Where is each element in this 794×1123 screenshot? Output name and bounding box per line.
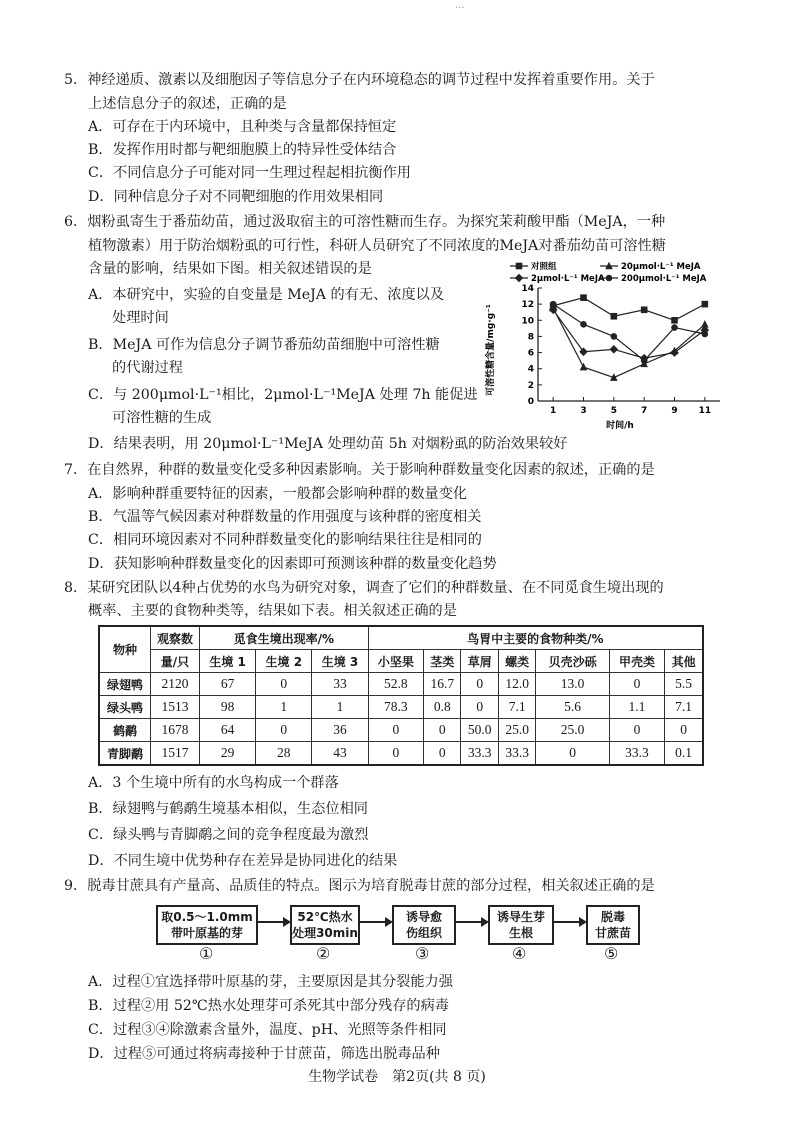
table-cell: 78.3 (368, 696, 423, 719)
row-spotted-redshank (99, 719, 703, 742)
point-square (516, 263, 523, 270)
point-square (671, 317, 678, 324)
header-dots: ... (455, 0, 465, 11)
header-count-unit: 量/只 (151, 650, 200, 673)
point-square (641, 306, 648, 313)
table-cell: 0 (609, 719, 664, 742)
table-cell: 13.0 (536, 673, 609, 696)
arrow-2 (358, 921, 386, 923)
table-cell: 0 (368, 719, 423, 742)
table-cell: 0 (665, 719, 703, 742)
q5-option-d: D．同种信息分子对不同靶细胞的作用效果相同 (88, 189, 384, 205)
q8-option-b: B．绿翅鸭与鹤鹬生境基本相似，生态位相同 (88, 801, 368, 817)
table-cell: 67 (200, 673, 256, 696)
table-cell: 0 (461, 673, 498, 696)
table-cell: 29 (200, 742, 256, 766)
step-1-box (156, 905, 258, 945)
chart-series (549, 294, 709, 381)
arrow-4 (552, 921, 580, 923)
q6-option-a-cont: 处理时间 (112, 310, 169, 326)
legend-label: 20μmol·L⁻¹ MeJA (621, 262, 701, 272)
header-habitat-1: 生境 1 (200, 650, 256, 673)
q8-option-c: C．绿头鸭与青脚鹬之间的竞争程度最为激烈 (88, 827, 369, 843)
q7-option-c: C．相同环境因素对不同种群数量变化的影响结果往往是相同的 (88, 532, 482, 548)
header-food-other: 其他 (665, 650, 703, 673)
table-cell: 1678 (151, 719, 200, 742)
header-food-snails: 螺类 (498, 650, 535, 673)
step-4-line-1: 诱导生芽 (496, 910, 545, 924)
y-tick-label: 6 (527, 348, 534, 359)
q9-stem: 9．脱毒甘蔗具有产量高、品质佳的特点。图示为培育脱毒甘蔗的部分过程，相关叙述正确的是 (64, 878, 655, 894)
q9-option-a: A．过程①宜选择带叶原基的芽，主要原因是其分裂能力强 (88, 974, 453, 990)
point-circle (611, 333, 618, 340)
point-square (611, 313, 618, 320)
x-tick-label: 9 (671, 406, 678, 416)
q7-option-d: D．获知影响种群数量变化的因素即可预测该种群的数量变化趋势 (88, 556, 497, 572)
header-food-nuts: 小坚果 (368, 650, 423, 673)
table-cell: 33.3 (461, 742, 498, 766)
table-cell: 0 (256, 673, 312, 696)
table-cell: 43 (312, 742, 368, 766)
point-triangle (580, 363, 588, 371)
series-line (553, 298, 705, 321)
q6-option-a: A．本研究中，实验的自变量是 MeJA 的有无、浓度以及 (88, 287, 445, 303)
step-1-line-1: 取0.5～1.0mm (161, 910, 253, 924)
table-cell: 1 (256, 696, 312, 719)
legend-label: 对照组 (531, 262, 557, 272)
q9-option-d: D．过程⑤可通过将病毒接种于甘蔗苗，筛选出脱毒品种 (88, 1046, 440, 1062)
table-cell: 1.1 (609, 696, 664, 719)
table-cell: 7.1 (498, 696, 535, 719)
q5-option-b: B．发挥作用时都与靶细胞膜上的特异性受体结合 (88, 142, 397, 158)
table-cell: 50.0 (461, 719, 498, 742)
table-cell: 0 (424, 742, 461, 766)
table-cell: 25.0 (498, 719, 535, 742)
point-circle (550, 301, 557, 308)
table-cell: 7.1 (665, 696, 703, 719)
table-cell: 0 (368, 742, 423, 766)
point-circle (580, 321, 587, 328)
series-line (553, 310, 705, 358)
table-cell: 5.5 (665, 673, 703, 696)
q6-option-c: C．与 200μmol·L⁻¹相比，2μmol·L⁻¹MeJA 处理 7h 能促进 (88, 387, 478, 403)
table-cell: 0 (609, 673, 664, 696)
point-circle (606, 275, 613, 282)
step-4-box (488, 905, 554, 945)
species-name-cell: 青脚鹬 (99, 742, 151, 766)
step-5-line-2: 甘蔗苗 (594, 926, 631, 940)
table-cell: 0.8 (424, 696, 461, 719)
table-cell: 33.3 (609, 742, 664, 766)
page-footer: 生物学试卷 第2页(共 8 页) (308, 1069, 486, 1085)
table-cell: 98 (200, 696, 256, 719)
chart-legend (510, 261, 707, 284)
q5-option-c: C．不同信息分子可能对同一生理过程起相抗衡作用 (88, 165, 411, 181)
header-species: 物种 (99, 626, 151, 673)
header-food: 鸟胃中主要的食物种类/% (368, 626, 703, 650)
table-cell: 2120 (151, 673, 200, 696)
point-diamond (579, 347, 588, 356)
y-tick-label: 2 (527, 380, 534, 391)
species-name-cell: 鹤鹬 (99, 719, 151, 742)
step-5-box (586, 905, 640, 945)
q8-option-d: D．不同生境中优势种存在差异是协同进化的结果 (88, 853, 398, 869)
table-cell: 0 (536, 742, 609, 766)
point-square (702, 301, 709, 308)
q6-stem-cont: 植物激素）用于防治烟粉虱的可行性，科研人员研究了不同浓度的MeJA对番茄幼苗可溶性糖 (88, 238, 666, 254)
q6-option-b-cont: 的代谢过程 (112, 360, 183, 376)
step-5-line-1: 脱毒 (600, 910, 625, 924)
species-name-cell: 绿翅鸭 (99, 673, 151, 696)
table-cell: 0.1 (665, 742, 703, 766)
point-square (580, 294, 587, 301)
table-cell: 25.0 (536, 719, 609, 742)
q9-option-b: B．过程②用 52℃热水处理芽可杀死其中部分残存的病毒 (88, 998, 449, 1014)
header-food-shell-gravel: 贝壳沙砾 (536, 650, 609, 673)
q8-option-a: A．3 个生境中所有的水鸟构成一个群落 (88, 775, 339, 791)
step-1-line-2: 带叶原基的芽 (170, 926, 243, 940)
point-diamond (670, 348, 679, 357)
table-cell: 12.0 (498, 673, 535, 696)
y-tick-label: 0 (527, 397, 534, 407)
q5-option-a: A．可存在于内环境中，且种类与含量都保持恒定 (88, 119, 397, 135)
x-tick-label: 7 (641, 406, 648, 416)
x-tick-label: 11 (698, 406, 712, 416)
table-cell: 36 (312, 719, 368, 742)
step-2-number: ② (316, 944, 331, 963)
header-food-crustaceans: 甲壳类 (609, 650, 664, 673)
step-3-line-1: 诱导愈 (405, 910, 442, 924)
bird-survey-table (98, 625, 704, 766)
y-tick-label: 4 (527, 364, 534, 375)
row-green-winged-teal (99, 673, 703, 696)
step-1-number: ① (199, 944, 214, 963)
series-square (550, 294, 708, 323)
table-cell: 33.3 (498, 742, 535, 766)
table-cell: 16.7 (424, 673, 461, 696)
step-2-line-1: 52℃热水 (297, 910, 353, 924)
q6-option-b: B．MeJA 可作为信息分子调节番茄幼苗细胞中可溶性糖 (88, 337, 440, 353)
header-habitat-2: 生境 2 (256, 650, 312, 673)
header-habitat-3: 生境 3 (312, 650, 368, 673)
table-cell: 0 (256, 719, 312, 742)
x-axis-label: 时间/h (606, 421, 634, 431)
y-tick-label: 12 (521, 300, 534, 311)
table-cell: 33 (312, 673, 368, 696)
point-circle (702, 331, 709, 338)
table-cell: 0 (424, 719, 461, 742)
q5-stem-cont: 上述信息分子的叙述，正确的是 (88, 96, 287, 112)
step-3-line-2: 伤组织 (405, 926, 442, 940)
step-2-box (290, 905, 360, 945)
step-4-line-2: 生根 (508, 926, 533, 940)
header-count: 观察数 (151, 626, 200, 650)
step-5-number: ⑤ (604, 944, 619, 963)
legend-label: 2μmol·L⁻¹ MeJA (531, 274, 605, 284)
y-axis-label: 可溶性糖含量/mg·g⁻¹ (486, 304, 496, 396)
table-cell: 0 (461, 696, 498, 719)
table-cell: 1517 (151, 742, 200, 766)
table-cell: 28 (256, 742, 312, 766)
q9-option-c: C．过程③④除激素含量外，温度、pH、光照等条件相同 (88, 1022, 447, 1038)
q8-stem: 8．某研究团队以4种占优势的水鸟为研究对象，调查了它们的种群数量、在不同觅食生境出现的 (64, 580, 664, 596)
q7-option-b: B．气温等气候因素对种群数量的作用强度与该种群的密度相关 (88, 509, 482, 525)
table-cell: 64 (200, 719, 256, 742)
point-diamond (610, 345, 619, 354)
legend-label: 200μmol·L⁻¹ MeJA (621, 274, 707, 284)
point-circle (641, 357, 648, 364)
q6-stem: 6．烟粉虱寄生于番茄幼苗，通过汲取宿主的可溶性糖而生存。为探究茉莉酸甲酯（MeJA，一种 (64, 214, 666, 230)
x-tick-label: 3 (580, 406, 587, 416)
y-tick-label: 14 (521, 284, 534, 294)
table-cell: 1 (312, 696, 368, 719)
row-greenshank (99, 742, 703, 766)
header-habitat: 觅食生境出现率/% (200, 626, 369, 650)
q6-option-d: D．结果表明，用 20μmol·L⁻¹MeJA 处理幼苗 5h 对烟粉虱的防治效果较好 (88, 436, 568, 452)
x-tick-label: 1 (550, 406, 557, 416)
q6-option-c-cont: 可溶性糖的生成 (112, 410, 212, 426)
series-circle (550, 301, 708, 364)
x-tick-label: 5 (610, 406, 617, 416)
step-3-number: ③ (415, 944, 430, 963)
q7-stem: 7．在自然界，种群的数量变化受多种因素影响。关于影响种群数量变化因素的叙述，正确的是 (64, 462, 655, 478)
table-cell: 5.6 (536, 696, 609, 719)
q6-stem-cont2: 含量的影响，结果如下图。相关叙述错误的是 (88, 261, 372, 277)
row-mallard (99, 696, 703, 719)
arrow-3 (454, 921, 482, 923)
step-4-number: ④ (512, 944, 527, 963)
table-cell: 1513 (151, 696, 200, 719)
sugar-content-chart (480, 258, 730, 434)
table-cell: 52.8 (368, 673, 423, 696)
y-tick-label: 10 (521, 316, 534, 327)
step-3-box (392, 905, 456, 945)
point-diamond (515, 274, 524, 283)
point-circle (671, 324, 678, 331)
q8-stem-cont: 概率、主要的食物种类等，结果如下表。相关叙述正确的是 (88, 603, 457, 619)
species-name-cell: 绿头鸭 (99, 696, 151, 719)
q7-option-a: A．影响种群重要特征的因素，一般都会影响种群的数量变化 (88, 486, 468, 502)
y-tick-label: 8 (527, 332, 534, 343)
step-2-line-2: 处理30min (292, 926, 358, 940)
q5-stem: 5．神经递质、激素以及细胞因子等信息分子在内环境稳态的调节过程中发挥着重要作用。关于 (64, 72, 655, 88)
header-food-stems: 茎类 (424, 650, 461, 673)
arrow-1 (256, 921, 284, 923)
header-food-grass: 草屑 (461, 650, 498, 673)
